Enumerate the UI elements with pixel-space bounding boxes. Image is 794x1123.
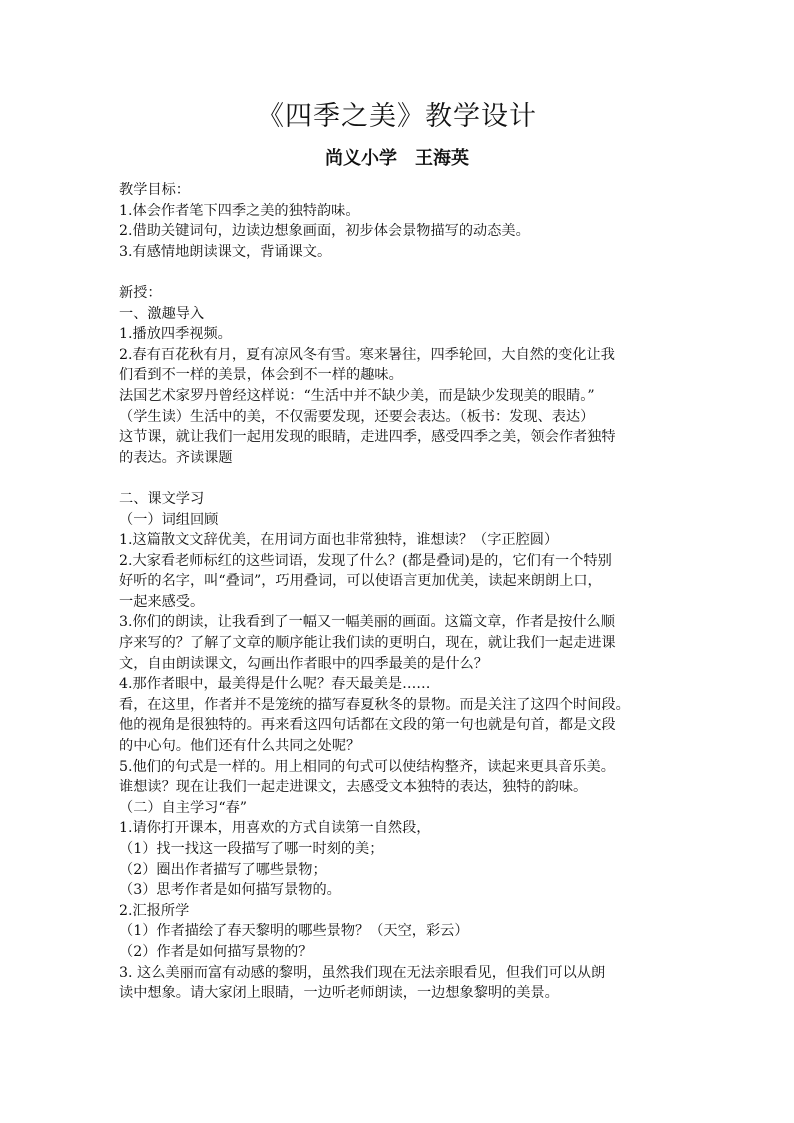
body-line: （1）找一找这一段描写了哪一时刻的美； xyxy=(119,841,384,857)
body-line: 的表达。齐读课题 xyxy=(119,449,233,466)
body-line: 4.那作者眼中，最美得是什么呢？春天最美是…… xyxy=(119,676,431,693)
body-line: 读中想象。请大家闭上眼睛，一边听老师朗读，一边想象黎明的美景。 xyxy=(119,985,559,1002)
body-line: （1）作者描绘了春天黎明的哪些景物？（天空，彩云） xyxy=(119,923,469,940)
body-line: 2.大家看老师标红的这些词语，发现了什么？(都是叠词)是的，它们有一个特别 xyxy=(119,552,612,569)
body-line: （学生读）生活中的美，不仅需要发现，还要会表达。（板书：发现、表达） xyxy=(119,408,595,425)
body-line: （一）词组回顾 xyxy=(119,511,219,528)
body-line: 这节课，就让我们一起用发现的眼睛，走进四季，感受四季之美，领会作者独特 xyxy=(119,429,616,446)
body-line: 新授： xyxy=(119,284,162,301)
document-body xyxy=(119,180,679,1004)
body-line: 1.体会作者笔下四季之美的独特韵味。 xyxy=(119,202,360,219)
document-author: 尚义小学 王海英 xyxy=(325,148,469,169)
body-line: （二）自主学习“春” xyxy=(119,799,248,816)
body-line: 1.播放四季视频。 xyxy=(119,326,232,343)
body-line: 1.请你打开课本，用喜欢的方式自读第一自然段， xyxy=(119,820,431,837)
body-line: 二、课文学习 xyxy=(119,490,205,507)
body-line: 2.借助关键词句，边读边想象画面，初步体会景物描写的动态美。 xyxy=(119,223,530,240)
body-line: 们看到不一样的美景，体会到不一样的趣味。 xyxy=(119,367,403,384)
body-line: 一、激趣导入 xyxy=(119,305,205,322)
body-line: 谁想读？现在让我们一起走进课文，去感受文本独特的表达，独特的韵味。 xyxy=(119,779,588,796)
body-line: 2.春有百花秋有月，夏有凉风冬有雪。寒来暑往，四季轮回，大自然的变化让我 xyxy=(119,346,615,363)
body-line: 他的视角是很独特的。再来看这四句话都在文段的第一句也就是句首，都是文段 xyxy=(119,717,616,734)
body-line: 的中心句。他们还有什么共同之处呢？ xyxy=(119,738,361,755)
body-line: 文，自由朗读课文，勾画出作者眼中的四季最美的是什么？ xyxy=(119,655,488,672)
body-line: 3.你们的朗读，让我看到了一幅又一幅美丽的画面。这篇文章，作者是按什么顺 xyxy=(119,614,615,631)
body-line: 好听的名字，叫“叠词”，巧用叠词，可以使语言更加优美，读起来朗朗上口， xyxy=(119,573,602,590)
body-line: 5.他们的句式是一样的。用上相同的句式可以使结构整齐，读起来更具音乐美。 xyxy=(119,758,615,775)
body-line: 看，在这里，作者并不是笼统的描写春夏秋冬的景物。而是关注了这四个时间段。 xyxy=(119,696,630,713)
body-line: 2.汇报所学 xyxy=(119,902,190,919)
body-line: 法国艺术家罗丹曾经这样说：“生活中并不缺少美，而是缺少发现美的眼睛。” xyxy=(119,387,595,404)
blank-line xyxy=(119,468,679,489)
body-line: （2）圈出作者描写了哪些景物； xyxy=(119,861,327,878)
body-line: 教学目标： xyxy=(119,182,190,198)
blank-line xyxy=(119,262,679,283)
document-title: 《四季之美》教学设计 xyxy=(257,101,537,132)
body-line: （2）作者是如何描写景物的？ xyxy=(119,943,313,960)
body-line: 1.这篇散文文辞优美，在用词方面也非常独特，谁想读？（字正腔圆） xyxy=(119,532,559,549)
body-line: 3. 这么美丽而富有动感的黎明，虽然我们现在无法亲眼看见，但我们可以从朗 xyxy=(119,964,606,981)
body-line: 3.有感情地朗读课文，背诵课文。 xyxy=(119,243,332,260)
body-line: （3）思考作者是如何描写景物的。 xyxy=(119,882,341,899)
body-line: 序来写的？了解了文章的顺序能让我们读的更明白，现在，就让我们一起走进课 xyxy=(119,635,616,652)
body-line: 一起来感受。 xyxy=(119,593,205,610)
